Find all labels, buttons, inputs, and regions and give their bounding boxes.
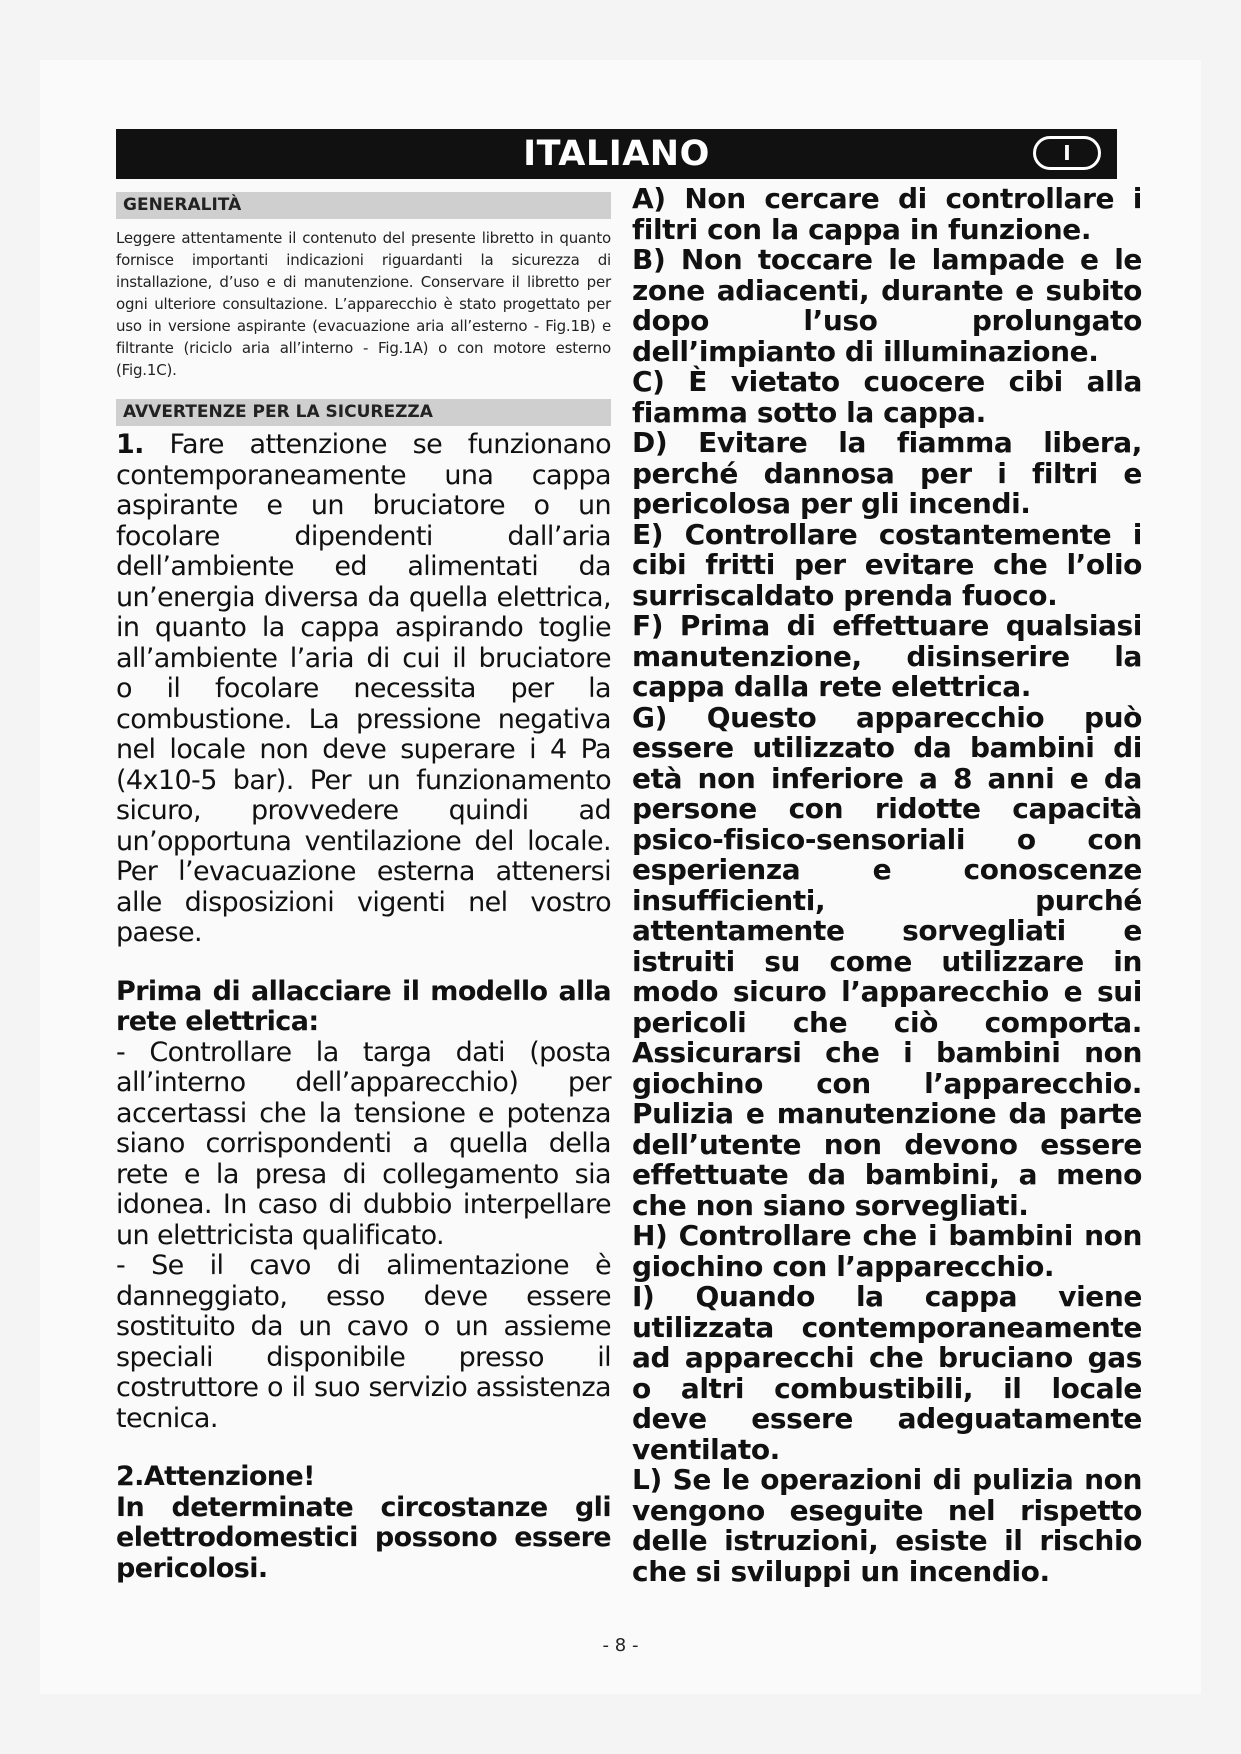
connect-text-2: - Se il cavo di alimentazione è danneggiato, esso deve essere sostituito da un cavo o un assieme speciali disponibile presso il costruttore o il suo servizio assistenza tecnica.	[116, 1250, 611, 1434]
warning-item-b: B) Non toccare le lampade e le zone adiacenti, durante e subito dopo l’uso prolungato dell’impianto di illuminazione.	[632, 243, 1142, 368]
safety-item-1	[116, 430, 611, 949]
warning-item-g: G) Questo apparecchio può essere utilizzato da bambini di età non inferiore a 8 anni e da persone con ridotte capacità psico-fisico-sensoriali o con esperienza e conoscenze insufficienti, purché attentamente sorvegliati e istruiti su come utilizzare in modo sicuro l’apparecchio e sui pericoli che ciò comporta. Assicurarsi che i bambini non giochino con l’apparecchio. Pulizia e manutenzione da parte dell’utente non devono essere effettuate da bambini, a meno che non siano sorvegliati.	[632, 700, 1142, 1222]
warning-item-c: C) È vietato cuocere cibi alla fiamma sotto la cappa.	[632, 365, 1142, 429]
page-title: ITALIANO	[523, 134, 710, 174]
item-1-text: Fare attenzione se funzionano contemporaneamente una cappa aspirante e un bruciatore o un focolare dipendenti dall’aria dell’ambiente ed alimentati da un’energia diversa da quella elettrica, in quanto la cappa aspirando toglie all’ambiente l’aria di cui il bruciatore o il focolare necessita per la combustione. La pressione negativa nel locale non deve superare i 4 Pa (4x10-5 bar). Per un funzionamento sicuro, provvedere quindi ad un’opportuna ventilazione del locale. Per l’evacuazione esterna attenersi alle disposizioni vigenti nel vostro paese.	[116, 429, 612, 948]
page-number: - 8 -	[602, 1635, 639, 1656]
warning-item-e: E) Controllare costantemente i cibi fritti per evitare che l’olio surriscaldato prenda fuoco.	[632, 517, 1142, 612]
item-2-heading: 2.Attenzione!	[116, 1461, 315, 1492]
connect-text-1: - Controllare la targa dati (posta all’interno dell’apparecchio) per accertassi che la tensione e potenza siano corrispondenti a quella della rete e la presa di collegamento sia idonea. In caso di dubbio interpellare un elettricista qualificato.	[116, 1036, 611, 1251]
item-2-text: In determinate circostanze gli elettrodomestici possono essere pericolosi.	[116, 1491, 611, 1584]
warning-item-h: H) Controllare che i bambini non giochino con l’apparecchio.	[632, 1219, 1142, 1283]
right-column	[632, 184, 1142, 1587]
connect-heading: Prima di allacciare il modello alla rete elettrica:	[116, 975, 611, 1037]
left-column	[116, 192, 611, 1584]
warning-item-i: I) Quando la cappa viene utilizzata contemporaneamente ad apparecchi che bruciano gas o altri combustibili, il locale deve essere adeguatamente ventilato.	[632, 1280, 1142, 1466]
warning-item-a: A) Non cercare di controllare i filtri con la cappa in funzione.	[632, 182, 1142, 246]
language-banner	[116, 129, 1117, 179]
warning-item-f: F) Prima di effettuare qualsiasi manutenzione, disinserire la cappa dalla rete elettrica.	[632, 609, 1142, 703]
warning-item-l: L) Se le operazioni di pulizia non vengono eseguite nel rispetto delle istruzioni, esiste il rischio che si sviluppi un incendio.	[632, 1463, 1142, 1588]
safety-heading: AVVERTENZE PER LA SICUREZZA	[116, 399, 611, 426]
language-badge: I	[1033, 136, 1101, 170]
general-heading: GENERALITÀ	[116, 192, 611, 219]
warning-item-d: D) Evitare la fiamma libera, perché dannosa per i filtri e pericolosa per gli incendi.	[632, 426, 1142, 520]
general-text: Leggere attentamente il contenuto del presente libretto in quanto fornisce importanti indicazioni riguardanti la sicurezza di installazione, d’uso e di manutenzione. Conservare il libretto per ogni ulteriore consultazione. L’apparecchio è stato progettato per uso in versione aspirante (evacuazione aria all’esterno - Fig.1B) e filtrante (riciclo aria all’interno - Fig.1A) o con motore esterno (Fig.1C).	[116, 229, 611, 379]
item-1-number: 1.	[116, 429, 144, 460]
